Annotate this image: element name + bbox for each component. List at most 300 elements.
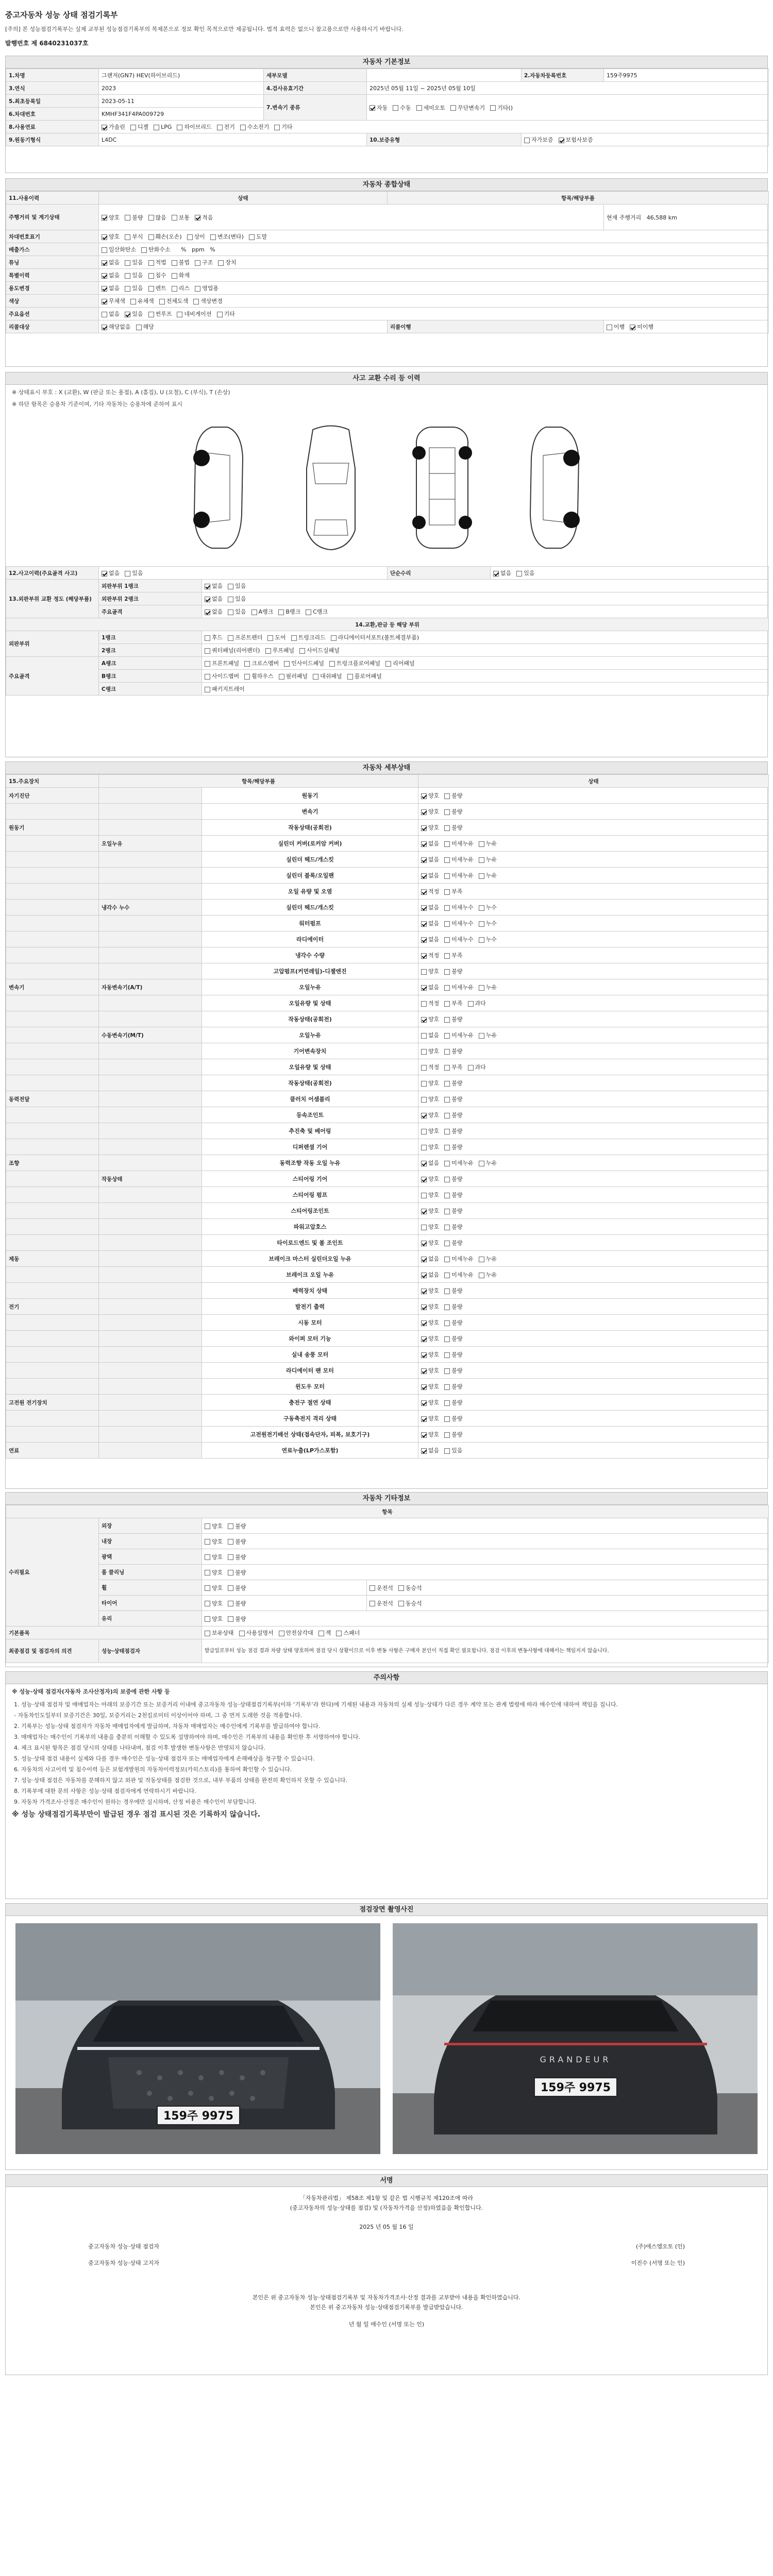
detail-option[interactable]	[421, 791, 439, 800]
checkbox-icon[interactable]	[479, 1033, 484, 1039]
checkbox-icon[interactable]	[329, 661, 335, 667]
detail-option[interactable]	[444, 1175, 462, 1183]
trans-option[interactable]	[369, 104, 388, 112]
detail-option[interactable]	[421, 1318, 439, 1327]
detail-option[interactable]	[444, 1111, 462, 1119]
rank-option[interactable]	[313, 672, 342, 680]
etc-option[interactable]	[228, 1568, 246, 1577]
checkbox-icon[interactable]	[130, 299, 136, 304]
detail-option[interactable]	[444, 903, 474, 911]
exhaust-option[interactable]	[141, 245, 171, 253]
checkbox-icon[interactable]	[398, 1585, 404, 1591]
accident-option[interactable]	[102, 569, 120, 577]
checkbox-icon[interactable]	[244, 661, 250, 667]
trans-option[interactable]	[416, 104, 446, 112]
checkbox-icon[interactable]	[228, 609, 233, 615]
checkbox-icon[interactable]	[205, 1631, 210, 1636]
checkbox-icon[interactable]	[444, 793, 450, 799]
detail-option[interactable]	[479, 855, 497, 863]
eval-extra-option[interactable]	[251, 607, 274, 616]
items-option[interactable]	[279, 1629, 313, 1637]
checkbox-icon[interactable]	[479, 841, 484, 847]
guarantee-option[interactable]	[559, 135, 593, 144]
detail-option[interactable]	[444, 1063, 462, 1071]
checkbox-icon[interactable]	[279, 1631, 284, 1636]
checkbox-icon[interactable]	[125, 260, 130, 266]
vinmark-option[interactable]	[249, 232, 267, 241]
rank-option[interactable]	[291, 633, 326, 641]
detail-option[interactable]	[444, 1270, 474, 1279]
checkbox-icon[interactable]	[313, 674, 318, 680]
checkbox-icon[interactable]	[421, 889, 427, 895]
eval-extra-option[interactable]	[278, 607, 300, 616]
etc-side-option[interactable]	[398, 1599, 422, 1607]
checkbox-icon[interactable]	[217, 125, 223, 130]
detail-option[interactable]	[421, 1095, 439, 1103]
checkbox-icon[interactable]	[125, 215, 130, 221]
detail-option[interactable]	[421, 1398, 439, 1406]
detail-option[interactable]	[444, 1223, 462, 1231]
detail-option[interactable]	[479, 903, 497, 911]
tuning-sub2-option[interactable]	[218, 258, 236, 266]
tuning-sub2-option[interactable]	[195, 258, 213, 266]
rank-option[interactable]	[267, 633, 285, 641]
checkbox-icon[interactable]	[444, 1336, 450, 1342]
detail-option[interactable]	[444, 1015, 462, 1023]
detail-option[interactable]	[421, 1031, 439, 1039]
checkbox-icon[interactable]	[102, 273, 107, 279]
detail-option[interactable]	[421, 1207, 439, 1215]
detail-option[interactable]	[421, 1334, 439, 1343]
detail-option[interactable]	[444, 1255, 474, 1263]
checkbox-icon[interactable]	[444, 1161, 450, 1166]
checkbox-icon[interactable]	[205, 1570, 210, 1575]
checkbox-icon[interactable]	[172, 215, 177, 221]
checkbox-icon[interactable]	[444, 937, 450, 943]
checkbox-icon[interactable]	[444, 1257, 450, 1262]
checkbox-icon[interactable]	[228, 635, 233, 641]
detail-option[interactable]	[444, 1366, 462, 1375]
checkbox-icon[interactable]	[421, 1448, 427, 1454]
checkbox-icon[interactable]	[421, 921, 427, 927]
checkbox-icon[interactable]	[205, 1616, 210, 1622]
checkbox-icon[interactable]	[421, 1177, 427, 1182]
checkbox-icon[interactable]	[421, 825, 427, 831]
checkbox-icon[interactable]	[479, 1257, 484, 1262]
detail-option[interactable]	[421, 1223, 439, 1231]
checkbox-icon[interactable]	[421, 1304, 427, 1310]
detail-option[interactable]	[479, 1255, 497, 1263]
checkbox-icon[interactable]	[228, 1523, 233, 1529]
options-sub-option[interactable]	[217, 310, 235, 318]
detail-option[interactable]	[421, 807, 439, 816]
checkbox-icon[interactable]	[479, 985, 484, 991]
mileage-option[interactable]	[195, 213, 213, 222]
rank-option[interactable]	[228, 633, 262, 641]
rank-option[interactable]	[205, 646, 260, 654]
detail-option[interactable]	[421, 1111, 439, 1119]
checkbox-icon[interactable]	[444, 889, 450, 895]
usage-option[interactable]	[125, 284, 143, 292]
options-sub-option[interactable]	[177, 310, 211, 318]
detail-option[interactable]	[421, 1191, 439, 1199]
detail-option[interactable]	[421, 1127, 439, 1135]
checkbox-icon[interactable]	[421, 1161, 427, 1166]
detail-option[interactable]	[444, 871, 474, 879]
detail-option[interactable]	[444, 1334, 462, 1343]
detail-option[interactable]	[421, 1414, 439, 1422]
checkbox-icon[interactable]	[444, 1273, 450, 1278]
eval-option[interactable]	[228, 607, 246, 616]
tuning-option[interactable]	[125, 258, 143, 266]
rank-option[interactable]	[244, 659, 279, 667]
rank-option[interactable]	[205, 685, 245, 693]
checkbox-icon[interactable]	[172, 273, 177, 279]
checkbox-icon[interactable]	[102, 286, 107, 292]
checkbox-icon[interactable]	[369, 1585, 375, 1591]
rank-option[interactable]	[331, 633, 419, 641]
checkbox-icon[interactable]	[187, 234, 193, 240]
accident-option[interactable]	[125, 569, 143, 577]
checkbox-icon[interactable]	[228, 597, 233, 602]
checkbox-icon[interactable]	[172, 260, 177, 266]
detail-option[interactable]	[444, 999, 462, 1007]
checkbox-icon[interactable]	[421, 1384, 427, 1390]
etc-side-option[interactable]	[369, 1584, 393, 1592]
items-option[interactable]	[239, 1629, 274, 1637]
checkbox-icon[interactable]	[444, 1033, 450, 1039]
rank-option[interactable]	[299, 646, 340, 654]
checkbox-icon[interactable]	[479, 905, 484, 911]
detail-option[interactable]	[421, 1015, 439, 1023]
checkbox-icon[interactable]	[244, 674, 250, 680]
etc-option[interactable]	[228, 1522, 246, 1530]
usage-sub-option[interactable]	[195, 284, 219, 292]
checkbox-icon[interactable]	[421, 1241, 427, 1246]
detail-option[interactable]	[444, 855, 474, 863]
checkbox-icon[interactable]	[148, 286, 154, 292]
checkbox-icon[interactable]	[421, 1320, 427, 1326]
checkbox-icon[interactable]	[444, 1400, 450, 1406]
checkbox-icon[interactable]	[284, 661, 290, 667]
etc-option[interactable]	[228, 1553, 246, 1561]
checkbox-icon[interactable]	[195, 286, 200, 292]
detail-option[interactable]	[421, 967, 439, 975]
etc-option[interactable]	[205, 1537, 223, 1546]
checkbox-icon[interactable]	[490, 105, 496, 111]
vinmark-option[interactable]	[102, 232, 120, 241]
detail-option[interactable]	[421, 1079, 439, 1087]
repair-option[interactable]	[493, 569, 511, 577]
checkbox-icon[interactable]	[217, 312, 223, 317]
checkbox-icon[interactable]	[421, 857, 427, 863]
detail-option[interactable]	[444, 839, 474, 848]
detail-option[interactable]	[444, 935, 474, 943]
checkbox-icon[interactable]	[444, 1241, 450, 1246]
detail-option[interactable]	[444, 791, 462, 800]
etc-option[interactable]	[205, 1584, 223, 1592]
checkbox-icon[interactable]	[444, 841, 450, 847]
rank-option[interactable]	[347, 672, 382, 680]
checkbox-icon[interactable]	[393, 105, 398, 111]
checkbox-icon[interactable]	[193, 299, 199, 304]
checkbox-icon[interactable]	[479, 873, 484, 879]
checkbox-icon[interactable]	[369, 105, 375, 111]
checkbox-icon[interactable]	[421, 905, 427, 911]
checkbox-icon[interactable]	[421, 1017, 427, 1023]
detail-option[interactable]	[421, 1047, 439, 1055]
detail-option[interactable]	[444, 887, 462, 895]
detail-option[interactable]	[421, 1302, 439, 1311]
checkbox-icon[interactable]	[479, 857, 484, 863]
checkbox-icon[interactable]	[177, 312, 182, 317]
checkbox-icon[interactable]	[444, 1129, 450, 1134]
checkbox-icon[interactable]	[444, 825, 450, 831]
checkbox-icon[interactable]	[444, 921, 450, 927]
rank-option[interactable]	[279, 672, 308, 680]
recall-option[interactable]	[102, 323, 131, 331]
usage-sub-option[interactable]	[148, 284, 166, 292]
detail-option[interactable]	[421, 1239, 439, 1247]
checkbox-icon[interactable]	[421, 809, 427, 815]
detail-option[interactable]	[421, 935, 439, 943]
detail-option[interactable]	[444, 983, 474, 991]
checkbox-icon[interactable]	[125, 571, 130, 577]
checkbox-icon[interactable]	[421, 1209, 427, 1214]
checkbox-icon[interactable]	[228, 1570, 233, 1575]
options-option[interactable]	[102, 310, 120, 318]
checkbox-icon[interactable]	[421, 793, 427, 799]
etc-option[interactable]	[205, 1615, 223, 1623]
detail-option[interactable]	[421, 1430, 439, 1438]
checkbox-icon[interactable]	[205, 1554, 210, 1560]
rank-option[interactable]	[265, 646, 295, 654]
checkbox-icon[interactable]	[444, 953, 450, 959]
detail-option[interactable]	[421, 1175, 439, 1183]
detail-option[interactable]	[444, 1159, 474, 1167]
checkbox-icon[interactable]	[444, 1384, 450, 1390]
mileage-option[interactable]	[125, 213, 143, 222]
recall-done-option[interactable]	[630, 323, 653, 331]
items-option[interactable]	[318, 1629, 331, 1637]
checkbox-icon[interactable]	[444, 1145, 450, 1150]
checkbox-icon[interactable]	[421, 1289, 427, 1294]
checkbox-icon[interactable]	[421, 1432, 427, 1438]
checkbox-icon[interactable]	[479, 937, 484, 943]
rank-option[interactable]	[244, 672, 274, 680]
checkbox-icon[interactable]	[177, 125, 182, 130]
detail-option[interactable]	[444, 823, 462, 832]
checkbox-icon[interactable]	[205, 1539, 210, 1545]
checkbox-icon[interactable]	[444, 1081, 450, 1087]
checkbox-icon[interactable]	[249, 234, 255, 240]
exhaust-option[interactable]	[102, 245, 136, 253]
checkbox-icon[interactable]	[421, 1416, 427, 1422]
checkbox-icon[interactable]	[102, 215, 107, 221]
detail-option[interactable]	[421, 919, 439, 927]
color-option[interactable]	[130, 297, 154, 305]
checkbox-icon[interactable]	[444, 1065, 450, 1071]
detail-option[interactable]	[444, 1318, 462, 1327]
checkbox-icon[interactable]	[205, 1585, 210, 1591]
checkbox-icon[interactable]	[159, 299, 165, 304]
checkbox-icon[interactable]	[336, 1631, 342, 1636]
detail-option[interactable]	[479, 1159, 497, 1167]
disaster-sub-option[interactable]	[172, 271, 190, 279]
checkbox-icon[interactable]	[444, 1177, 450, 1182]
checkbox-icon[interactable]	[195, 260, 200, 266]
eval-option[interactable]	[205, 595, 223, 603]
tuning-option[interactable]	[102, 258, 120, 266]
trans-option[interactable]	[393, 104, 411, 112]
detail-option[interactable]	[479, 983, 497, 991]
checkbox-icon[interactable]	[125, 273, 130, 279]
checkbox-icon[interactable]	[524, 138, 530, 143]
checkbox-icon[interactable]	[278, 609, 284, 615]
checkbox-icon[interactable]	[398, 1601, 404, 1606]
rank-option[interactable]	[205, 672, 239, 680]
detail-option[interactable]	[468, 1063, 486, 1071]
checkbox-icon[interactable]	[444, 1352, 450, 1358]
detail-option[interactable]	[444, 951, 462, 959]
detail-option[interactable]	[421, 887, 439, 895]
checkbox-icon[interactable]	[421, 1065, 427, 1071]
checkbox-icon[interactable]	[306, 609, 311, 615]
checkbox-icon[interactable]	[148, 312, 154, 317]
eval-option[interactable]	[228, 595, 246, 603]
checkbox-icon[interactable]	[421, 1129, 427, 1134]
checkbox-icon[interactable]	[228, 1585, 233, 1591]
checkbox-icon[interactable]	[479, 1161, 484, 1166]
checkbox-icon[interactable]	[444, 809, 450, 815]
checkbox-icon[interactable]	[421, 1193, 427, 1198]
checkbox-icon[interactable]	[444, 1049, 450, 1055]
checkbox-icon[interactable]	[444, 1097, 450, 1103]
checkbox-icon[interactable]	[493, 571, 499, 577]
etc-side-option[interactable]	[369, 1599, 393, 1607]
checkbox-icon[interactable]	[421, 1097, 427, 1103]
checkbox-icon[interactable]	[205, 584, 210, 589]
detail-option[interactable]	[444, 1031, 474, 1039]
checkbox-icon[interactable]	[421, 1336, 427, 1342]
fuel-option[interactable]	[240, 123, 270, 131]
vinmark-option[interactable]	[125, 232, 143, 241]
checkbox-icon[interactable]	[444, 1416, 450, 1422]
detail-option[interactable]	[421, 999, 439, 1007]
checkbox-icon[interactable]	[385, 661, 391, 667]
checkbox-icon[interactable]	[444, 1001, 450, 1007]
etc-option[interactable]	[228, 1615, 246, 1623]
checkbox-icon[interactable]	[421, 1145, 427, 1150]
fuel-option[interactable]	[130, 123, 148, 131]
checkbox-icon[interactable]	[444, 1448, 450, 1454]
detail-option[interactable]	[479, 871, 497, 879]
detail-option[interactable]	[444, 1350, 462, 1359]
checkbox-icon[interactable]	[195, 215, 200, 221]
rank-option[interactable]	[205, 659, 239, 667]
checkbox-icon[interactable]	[205, 1601, 210, 1606]
checkbox-icon[interactable]	[444, 1017, 450, 1023]
recall-done-option[interactable]	[607, 323, 625, 331]
checkbox-icon[interactable]	[240, 125, 246, 130]
checkbox-icon[interactable]	[130, 125, 136, 130]
checkbox-icon[interactable]	[136, 325, 142, 330]
detail-option[interactable]	[444, 1079, 462, 1087]
checkbox-icon[interactable]	[479, 1273, 484, 1278]
checkbox-icon[interactable]	[416, 105, 422, 111]
detail-option[interactable]	[421, 1270, 439, 1279]
etc-option[interactable]	[205, 1568, 223, 1577]
checkbox-icon[interactable]	[421, 1113, 427, 1118]
checkbox-icon[interactable]	[421, 841, 427, 847]
detail-option[interactable]	[421, 855, 439, 863]
checkbox-icon[interactable]	[607, 325, 612, 330]
detail-option[interactable]	[421, 1366, 439, 1375]
checkbox-icon[interactable]	[318, 1631, 324, 1636]
checkbox-icon[interactable]	[267, 635, 273, 641]
etc-option[interactable]	[228, 1537, 246, 1546]
detail-option[interactable]	[444, 1143, 462, 1151]
options-option[interactable]	[125, 310, 143, 318]
checkbox-icon[interactable]	[444, 1225, 450, 1230]
checkbox-icon[interactable]	[421, 953, 427, 959]
checkbox-icon[interactable]	[228, 584, 233, 589]
detail-option[interactable]	[421, 1063, 439, 1071]
checkbox-icon[interactable]	[274, 125, 280, 130]
detail-option[interactable]	[421, 839, 439, 848]
trans-option[interactable]	[490, 104, 513, 112]
fuel-option[interactable]	[102, 123, 125, 131]
checkbox-icon[interactable]	[125, 312, 130, 317]
detail-option[interactable]	[444, 1302, 462, 1311]
tuning-sub-option[interactable]	[172, 258, 190, 266]
checkbox-icon[interactable]	[205, 661, 210, 667]
eval-option[interactable]	[228, 582, 246, 590]
detail-option[interactable]	[421, 951, 439, 959]
detail-option[interactable]	[421, 823, 439, 832]
checkbox-icon[interactable]	[205, 687, 210, 692]
checkbox-icon[interactable]	[154, 125, 159, 130]
fuel-option[interactable]	[217, 123, 235, 131]
detail-option[interactable]	[421, 1143, 439, 1151]
eval-extra-option[interactable]	[306, 607, 328, 616]
checkbox-icon[interactable]	[421, 937, 427, 943]
checkbox-icon[interactable]	[444, 1193, 450, 1198]
detail-option[interactable]	[479, 935, 497, 943]
detail-option[interactable]	[444, 1207, 462, 1215]
checkbox-icon[interactable]	[218, 260, 224, 266]
checkbox-icon[interactable]	[516, 571, 522, 577]
checkbox-icon[interactable]	[102, 571, 107, 577]
checkbox-icon[interactable]	[148, 260, 154, 266]
checkbox-icon[interactable]	[468, 1065, 474, 1071]
checkbox-icon[interactable]	[347, 674, 353, 680]
checkbox-icon[interactable]	[421, 985, 427, 991]
checkbox-icon[interactable]	[205, 648, 210, 654]
detail-option[interactable]	[479, 1031, 497, 1039]
checkbox-icon[interactable]	[299, 648, 305, 654]
detail-option[interactable]	[479, 839, 497, 848]
eval-option[interactable]	[205, 582, 223, 590]
checkbox-icon[interactable]	[148, 215, 154, 221]
detail-option[interactable]	[444, 1382, 462, 1391]
checkbox-icon[interactable]	[125, 234, 130, 240]
checkbox-icon[interactable]	[369, 1601, 375, 1606]
detail-option[interactable]	[421, 983, 439, 991]
detail-option[interactable]	[444, 1239, 462, 1247]
checkbox-icon[interactable]	[559, 138, 564, 143]
checkbox-icon[interactable]	[444, 985, 450, 991]
